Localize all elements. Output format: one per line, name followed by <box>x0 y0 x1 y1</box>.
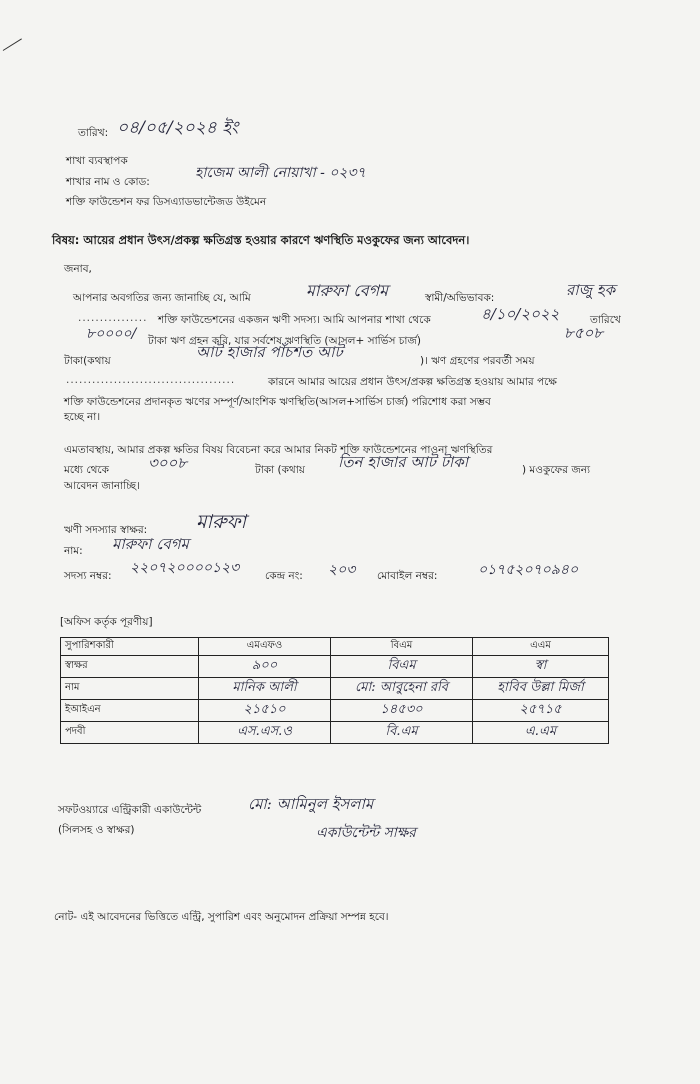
accountant-signature-line2: একাউন্টেন্ট সাক্ষর <box>316 825 416 841</box>
header-mfo: এমএফও <box>199 638 331 656</box>
bm-ein-text: ১৪৫৩০ <box>380 702 423 717</box>
row-label-signature: স্বাক্ষর <box>61 656 199 678</box>
loan-date: ৪/১০/২০২২ <box>481 305 560 323</box>
accountant-signature-line1: মো: আমিনুল ইসলাম <box>248 795 374 813</box>
mfo-designation <box>199 722 331 744</box>
row-label-name: নাম <box>61 678 199 700</box>
footer-note: নোট- এই আবেদনের ভিত্তিতে এন্ট্রি, সুপারিশ এবং অনুমোদন প্রক্রিয়া সম্পন্ন হবে। <box>54 911 389 923</box>
bm-ein <box>331 700 473 722</box>
para1-line2-dots: ................ <box>78 312 148 324</box>
date-label: তারিখ: <box>78 127 109 139</box>
para1-date-suffix: তারিখে <box>590 314 621 326</box>
mobile-label: মোবাইল নম্বর: <box>377 570 438 582</box>
accountant-label: সফটওয়্যারে এন্ট্রিকারী একাউন্টেন্ট <box>58 804 202 816</box>
bm-name-text: মো: আবুহেনা রবি <box>355 680 448 695</box>
member-signature: মারুফা <box>196 511 247 533</box>
date-value: ০৪/০৫/২০২৪ ইং <box>117 118 239 138</box>
accountant-seal-label: (সিলসহ ও স্বাক্ষর) <box>58 824 135 836</box>
guardian-name: রাজু হক <box>566 281 616 299</box>
bm-signature <box>331 656 473 678</box>
mfo-ein-text: ২১৫১০ <box>243 702 286 717</box>
office-use-label: [অফিস কর্তৃক পূরণীয়] <box>60 616 153 628</box>
am-name <box>473 678 609 700</box>
row-label-ein: ইআইএন <box>61 700 199 722</box>
mfo-signature-text: ৯০০ <box>251 658 278 673</box>
waiver-in-words: তিন হাজার আট টাকা <box>338 453 469 471</box>
branch-value: হাজেম আলী নোয়াখা - ০২৩৭ <box>195 165 366 181</box>
table-header-row <box>61 638 609 656</box>
row-label-designation: পদবী <box>61 722 199 744</box>
header-recommender: সুপারিশকারী <box>61 638 199 656</box>
salutation: জনাব, <box>64 263 92 275</box>
para1-line4-text: )। ঋণ গ্রহণের পরবর্তী সময় <box>420 355 535 367</box>
para1-line6-text: শক্তি ফাউন্ডেশনের প্রদানকৃত ঋণের সম্পূর্ণ/আংশিক ঋণস্থিতি(আসল+সার্ভিস চার্জ) পরিশোধ করা সম্ভব <box>64 396 491 408</box>
table-row <box>61 700 609 722</box>
corner-pen-mark <box>3 38 22 51</box>
loan-balance: ৮৫০৮ <box>564 324 603 342</box>
bm-designation <box>331 722 473 744</box>
bm-name <box>331 678 473 700</box>
header-bm: বিএম <box>331 638 473 656</box>
para2-line2-text: টাকা (কথায় <box>255 464 305 476</box>
member-number: ২২০৭২০০০০১২৩ <box>130 560 240 576</box>
am-designation <box>473 722 609 744</box>
am-ein-text: ২৫৭১৫ <box>519 702 562 717</box>
para2-line2-label: মধ্যে থেকে <box>64 464 109 476</box>
para1-line3-text: টাকা ঋণ গ্রহন করি, যার সর্বশেষ ঋণস্থিতি (আসল+ সার্ভিস চার্জ) <box>148 335 421 347</box>
am-signature-text: স্বা <box>534 658 547 673</box>
bm-signature-text: বিএম <box>387 658 416 673</box>
para1-line7-text: হচ্ছে না। <box>64 411 101 423</box>
waiver-amount: ৩০০৮ <box>148 454 187 472</box>
organization-name: শক্তি ফাউন্ডেশন ফর ডিসএ্যাডভান্টেজড উইমেন <box>66 196 267 208</box>
para1-line4-label: টাকা(কথায় <box>64 355 111 367</box>
am-ein <box>473 700 609 722</box>
am-designation-text: এ.এম <box>524 724 557 739</box>
member-name: মারুফা বেগম <box>112 535 189 553</box>
mfo-ein <box>199 700 331 722</box>
mfo-designation-text: এস.এস.ও <box>237 724 292 739</box>
member-signature-label: ঋণী সদস্যার স্বাক্ষর: <box>64 524 148 536</box>
subject-line: বিষয়: আয়ের প্রধান উৎস/প্রকল্প ক্ষতিগ্রস্ত হওয়ার কারণে ঋণস্থিতি মওকুফের জন্য আবেদন। <box>52 233 470 247</box>
guardian-label: স্বামী/অভিভাবক: <box>425 292 495 304</box>
bm-designation-text: বি.এম <box>385 724 418 739</box>
mfo-signature <box>199 656 331 678</box>
para1-line5-text: কারনে আমার আয়ের প্রধান উৎস/প্রকল্প ক্ষতিগ্রস্ত হওয়ায় আমার পক্ষে <box>268 376 557 388</box>
recommendation-table <box>60 637 609 744</box>
para1-line2-text: শক্তি ফাউন্ডেশনের একজন ঋণী সদস্য। আমি আপনার শাখা থেকে <box>158 314 431 326</box>
am-name-text: হাবিব উল্লা মির্জা <box>497 680 584 695</box>
para1-line5-dots: ....................................... <box>66 374 236 386</box>
para1-line1-text: আপনার অবগতির জন্য জানাচ্ছি যে, আমি <box>73 292 251 304</box>
loan-amount: ৮০০০০/ <box>86 326 137 342</box>
para2-line2-suffix: ) মওকুফের জন্য <box>522 464 591 476</box>
table-row <box>61 722 609 744</box>
para2-line1-text: এমতাবস্থায়, আমার প্রকল্প ক্ষতির বিষয় বিবেচনা করে আমার নিকট শক্তি ফাউন্ডেশনের পাওনা ঋণস্থিতির <box>64 444 493 456</box>
center-number: ২০৩ <box>328 562 356 578</box>
applicant-name: মারুফা বেগম <box>306 281 388 300</box>
mfo-name-text: মানিক আলী <box>232 680 297 695</box>
table-row <box>61 678 609 700</box>
header-am: এএম <box>473 638 609 656</box>
table-row <box>61 656 609 678</box>
branch-label: শাখার নাম ও কোড: <box>66 176 150 188</box>
mobile-number: ০১৭৫২০৭০৯৪০ <box>478 562 579 578</box>
balance-in-words: আট হাজার পাঁচশত আট <box>196 343 343 361</box>
center-label: কেন্দ্র নং: <box>265 570 303 582</box>
member-number-label: সদস্য নম্বর: <box>64 570 112 582</box>
recipient-title: শাখা ব্যবস্থাপক <box>66 155 128 167</box>
member-name-label: নাম: <box>64 545 83 557</box>
para2-line3-text: আবেদন জানাচ্ছি। <box>64 480 140 492</box>
am-signature <box>473 656 609 678</box>
mfo-name <box>199 678 331 700</box>
